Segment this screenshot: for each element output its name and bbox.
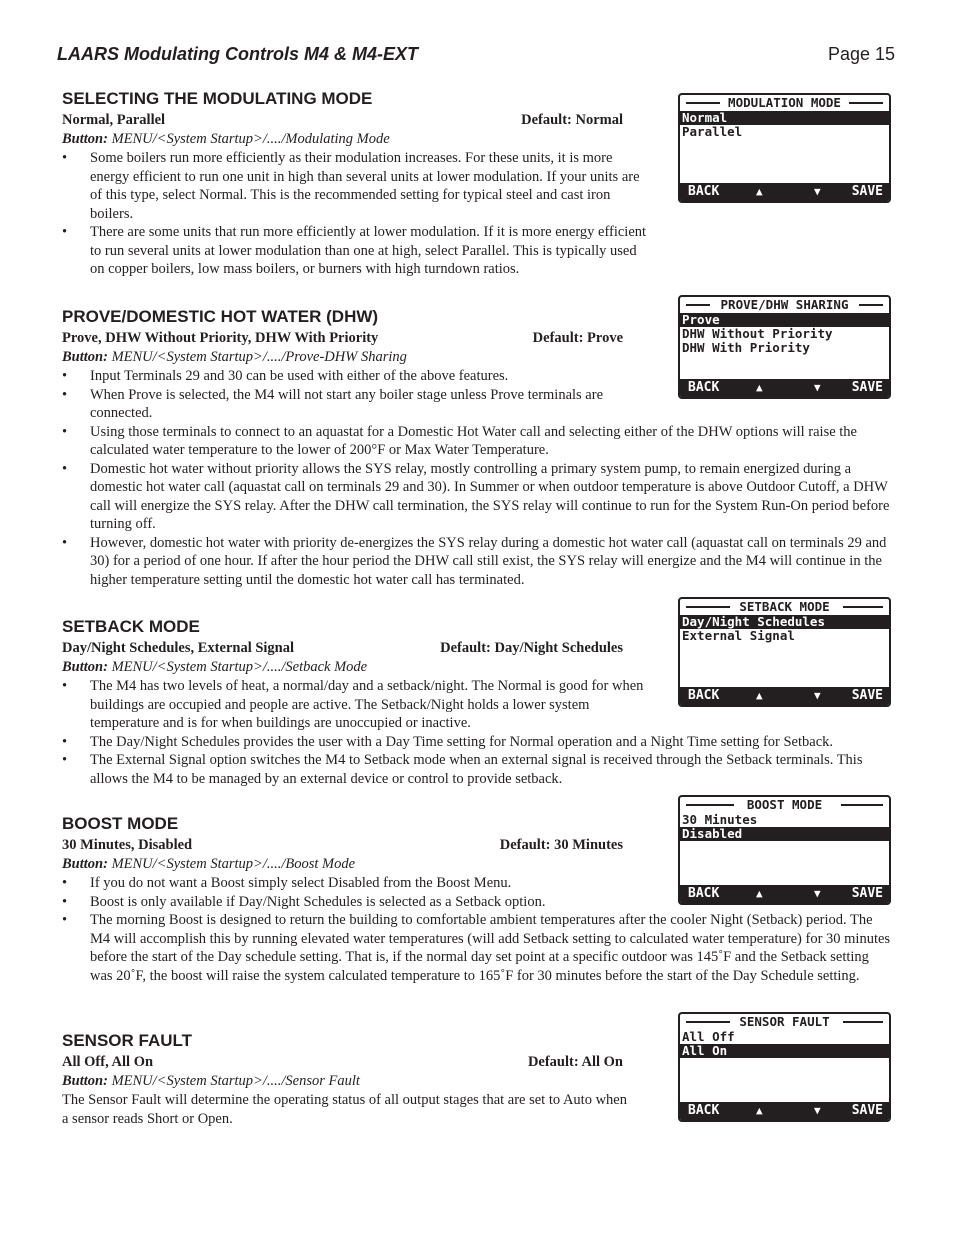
lcd-option-selected: Disabled — [680, 827, 889, 841]
default-value: Default: 30 Minutes — [499, 837, 623, 853]
down-arrow-icon: ▼ — [814, 1104, 821, 1117]
default-value: Default: Normal — [521, 112, 623, 128]
options-row — [62, 639, 623, 658]
options-list: 30 Minutes, Disabled — [62, 837, 193, 853]
button-path: Button: MENU/<System Startup>/..../Boost Mode — [62, 856, 356, 872]
section-title: PROVE/DOMESTIC HOT WATER (DHW) — [62, 307, 379, 326]
save-label: SAVE — [851, 688, 883, 703]
options-list: Prove, DHW Without Priority, DHW With Priority — [62, 330, 379, 346]
section-title: SELECTING THE MODULATING MODE — [62, 89, 373, 108]
list-item: • However, domestic hot water with priority de-energizes the SYS relay during a domestic hot water call (aquastat call on terminals 29 and 30) for a period of one hour. If after the hour period the DHW call still exist, the SYS relay will energize and the M4 will continue in the higher temperature setting until the domestic hot water call has terminated. — [62, 534, 892, 590]
back-label: BACK — [688, 380, 720, 395]
list-item: • Using those terminals to connect to an aquastat for a Domestic Hot Water call and selecting either of the DHW options will raise the calculated water temperature to the lower of 200°F or Max Water Temperature. — [62, 423, 892, 460]
list-item: • The External Signal option switches the M4 to Setback mode when an external signal is received through the Setback terminals. This allows the M4 to be managed by an external device or control to provide setback. — [62, 751, 892, 788]
lcd-screen-setback-mode — [678, 597, 891, 707]
list-item: • There are some units that run more efficiently at lower modulation. If it is more energy efficient to run several units at lower modulation than one at high, select Parallel. This is typically used on copper boilers, low mass boilers, or burners with high turndown ratios. — [62, 223, 647, 279]
lcd-footer — [680, 687, 889, 705]
button-path: Button: MENU/<System Startup>/..../Prove-DHW Sharing — [62, 349, 407, 365]
up-arrow-icon: ▲ — [756, 381, 763, 394]
bullet-list — [62, 367, 892, 589]
document-title: LAARS Modulating Controls M4 & M4-EXT — [57, 44, 418, 64]
save-label: SAVE — [851, 184, 883, 199]
save-label: SAVE — [851, 886, 883, 901]
section-title: SETBACK MODE — [62, 617, 200, 636]
list-item: • The Day/Night Schedules provides the user with a Day Time setting for Normal operation and a Night Time setting for Setback. — [62, 733, 892, 752]
list-item: • Boost is only available if Day/Night Schedules is selected as a Setback option. — [62, 893, 650, 912]
lcd-title: BOOST MODE — [680, 797, 889, 813]
lcd-title: SETBACK MODE — [680, 599, 889, 615]
back-label: BACK — [688, 688, 720, 703]
lcd-option: External Signal — [682, 628, 795, 643]
back-label: BACK — [688, 1103, 720, 1118]
options-row — [62, 111, 623, 130]
lcd-screen-boost-mode — [678, 795, 891, 905]
list-item: • When Prove is selected, the M4 will not start any boiler stage unless Prove terminals are connected. — [62, 386, 650, 423]
lcd-title: MODULATION MODE — [680, 95, 889, 111]
lcd-option-selected: Normal — [680, 111, 889, 125]
list-item: • Domestic hot water without priority allows the SYS relay, mostly controlling a primary system pump, to remain energized during a domestic hot water call (aquastat call on terminals 29 and 30). In Summer or when outdoor temperature is above Outdoor Cutoff, a DHW call will energize the SYS relay. After the DHW call termination, the SYS relay will continue to run for the System Run-On period before turning off. — [62, 460, 892, 534]
default-value: Default: All On — [527, 1054, 623, 1070]
button-path: Button: MENU/<System Startup>/..../Sensor Fault — [62, 1073, 360, 1089]
list-item: • The M4 has two levels of heat, a normal/day and a setback/night. The Normal is good for when buildings are occupied and people are active. The Setback/Night holds a lower system temperature and is for when buildings are unoccupied or inactive. — [62, 677, 650, 733]
down-arrow-icon: ▼ — [814, 887, 821, 900]
default-value: Default: Day/Night Schedules — [440, 640, 623, 656]
section-text: The Sensor Fault will determine the operating status of all output stages that are set to Auto when a sensor reads Short or Open. — [62, 1092, 627, 1127]
lcd-option: Parallel — [682, 124, 743, 139]
lcd-footer — [680, 885, 889, 903]
options-list: All Off, All On — [62, 1054, 154, 1070]
back-label: BACK — [688, 886, 720, 901]
lcd-screen-sensor-fault — [678, 1012, 891, 1122]
list-item: • Some boilers run more efficiently as their modulation increases. For these units, it is more energy efficient to run one unit in high than several units at lower modulation. If your units are of this type, select Normal. This is the recommended setting for typical steel and cast iron boilers. — [62, 149, 647, 223]
section-title: BOOST MODE — [62, 814, 179, 833]
section-title: SENSOR FAULT — [62, 1031, 193, 1050]
lcd-option-selected: Day/Night Schedules — [680, 615, 889, 629]
up-arrow-icon: ▲ — [756, 887, 763, 900]
lcd-option: All Off — [682, 1029, 735, 1044]
save-label: SAVE — [851, 1103, 883, 1118]
down-arrow-icon: ▼ — [814, 185, 821, 198]
lcd-title: SENSOR FAULT — [680, 1014, 889, 1030]
lcd-option: DHW Without Priority — [682, 326, 833, 341]
options-row — [62, 1053, 623, 1072]
lcd-footer — [680, 1102, 889, 1120]
options-list: Day/Night Schedules, External Signal — [62, 640, 295, 656]
bullet-list — [62, 149, 647, 279]
lcd-footer — [680, 183, 889, 201]
save-label: SAVE — [851, 380, 883, 395]
down-arrow-icon: ▼ — [814, 689, 821, 702]
down-arrow-icon: ▼ — [814, 381, 821, 394]
button-path: Button: MENU/<System Startup>/..../Modulating Mode — [62, 131, 390, 147]
lcd-option-selected: All On — [680, 1044, 889, 1058]
page-number: Page 15 — [828, 44, 896, 64]
back-label: BACK — [688, 184, 720, 199]
lcd-option: 30 Minutes — [682, 812, 758, 827]
options-row — [62, 836, 623, 855]
up-arrow-icon: ▲ — [756, 689, 763, 702]
lcd-title: PROVE/DHW SHARING — [680, 297, 889, 313]
lcd-screen-prove-dhw — [678, 295, 891, 399]
lcd-screen-modulation-mode — [678, 93, 891, 203]
button-path: Button: MENU/<System Startup>/..../Setback Mode — [62, 659, 368, 675]
list-item: • If you do not want a Boost simply select Disabled from the Boost Menu. — [62, 874, 650, 893]
options-row — [62, 329, 623, 348]
lcd-option-selected: Prove — [680, 313, 889, 327]
lcd-footer — [680, 379, 889, 397]
lcd-option: DHW With Priority — [682, 340, 810, 355]
options-list: Normal, Parallel — [62, 112, 166, 128]
default-value: Default: Prove — [532, 330, 623, 346]
list-item: • Input Terminals 29 and 30 can be used with either of the above features. — [62, 367, 650, 386]
list-item: • The morning Boost is designed to return the building to comfortable ambient temperatures after the cooler Night (Setback) period. The M4 will accomplish this by running elevated water temperatures (will add Setback setting to calculated water temperature) for 30 minutes before the start of the Day schedule setting. That is, if the normal day set point at a specific outdoor was 145˚F and the Setback setting was 20˚F, the boost will raise the system calculated temperature to 165˚F for 30 minutes before the start of the Day Schedule setting. — [62, 911, 892, 985]
up-arrow-icon: ▲ — [756, 1104, 763, 1117]
up-arrow-icon: ▲ — [756, 185, 763, 198]
